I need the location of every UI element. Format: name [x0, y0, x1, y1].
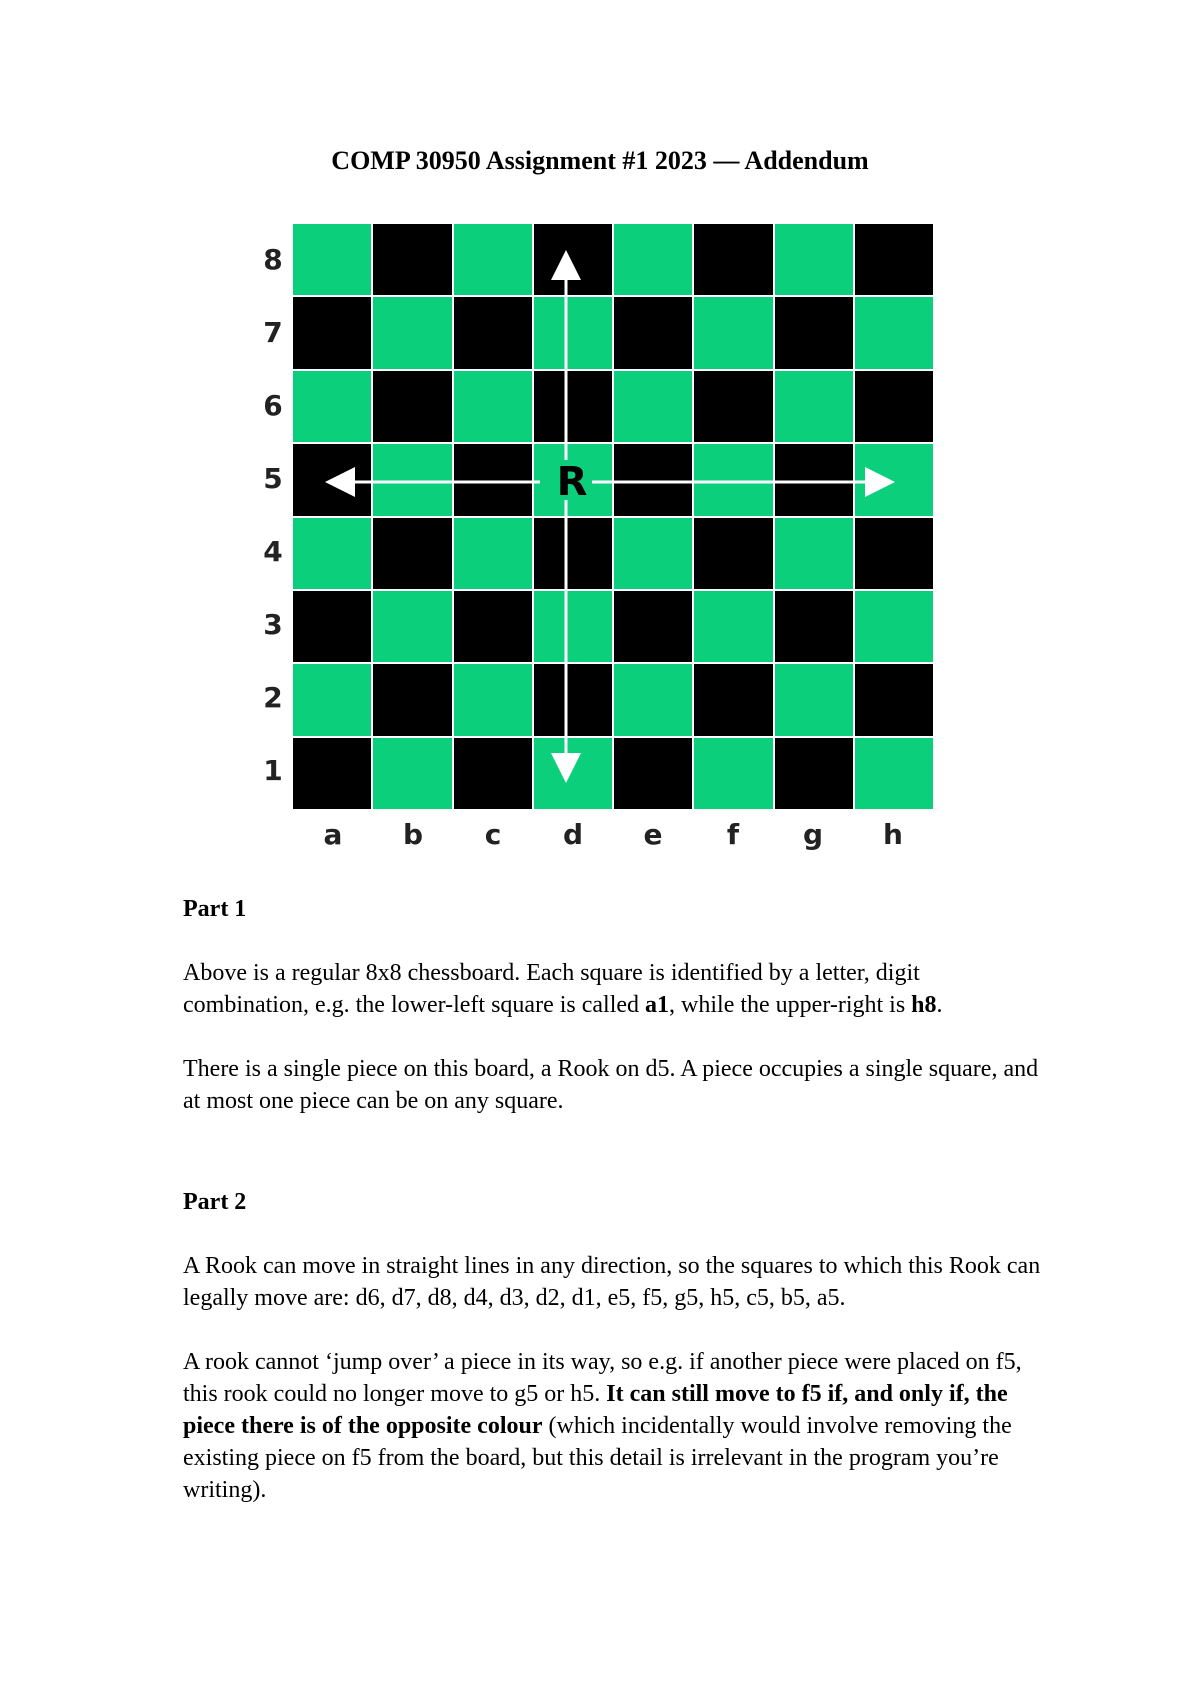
square-e1 — [614, 738, 692, 809]
square-a1 — [293, 738, 371, 809]
part2-paragraph-1: A Rook can move in straight lines in any direction, so the squares to which this Rook can legally move are: d6, d7, d8, d4, d3, d2, d1, e5, f5, g5, h5, c5, b5, a5. — [183, 1253, 1041, 1311]
square-h3 — [855, 591, 933, 662]
rank-label-7: 7 — [263, 315, 283, 349]
square-g8 — [775, 224, 853, 295]
square-a6 — [293, 371, 371, 442]
square-h5 — [855, 444, 933, 515]
square-d5 — [534, 444, 612, 515]
square-c6 — [454, 371, 532, 442]
square-f1 — [694, 738, 772, 809]
square-a4 — [293, 518, 371, 589]
square-h6 — [855, 371, 933, 442]
rank-label-6: 6 — [263, 388, 283, 422]
square-f2 — [694, 664, 772, 735]
square-c3 — [454, 591, 532, 662]
square-b5 — [373, 444, 451, 515]
square-d8 — [534, 224, 612, 295]
square-a2 — [293, 664, 371, 735]
square-b7 — [373, 297, 451, 368]
rank-label-2: 2 — [263, 681, 283, 715]
square-h2 — [855, 664, 933, 735]
part2-heading: Part 2 — [183, 1189, 247, 1215]
part1-paragraph-2: There is a single piece on this board, a Rook on d5. A piece occupies a single square, and at most one piece can be on any square. — [183, 1056, 1039, 1114]
square-c4 — [454, 518, 532, 589]
square-g5 — [775, 444, 853, 515]
square-c1 — [454, 738, 532, 809]
square-f8 — [694, 224, 772, 295]
square-e6 — [614, 371, 692, 442]
part1-heading: Part 1 — [183, 896, 247, 922]
part1-section — [183, 893, 1043, 1117]
file-label-d: d — [562, 818, 584, 851]
square-g3 — [775, 591, 853, 662]
square-g1 — [775, 738, 853, 809]
square-g2 — [775, 664, 853, 735]
square-e7 — [614, 297, 692, 368]
square-a8 — [293, 224, 371, 295]
file-label-h: h — [883, 818, 903, 851]
square-e8 — [614, 224, 692, 295]
chessboard — [293, 224, 933, 809]
file-label-f: f — [726, 818, 740, 851]
square-d7 — [534, 297, 612, 368]
file-label-g: g — [802, 818, 824, 851]
square-a5 — [293, 444, 371, 515]
page-title: COMP 30950 Assignment #1 2023 — Addendum — [331, 146, 869, 175]
square-c2 — [454, 664, 532, 735]
square-f7 — [694, 297, 772, 368]
part2-paragraph-2: A rook cannot ‘jump over’ a piece in its way, so e.g. if another piece were placed on f5, this rook could no longer move to g5 or h5. It can still move to f5 if, and only if, the piece there is of the opposite colour (which incidentally would involve removing the existing piece on f5 from the board, but this detail is irrelevant in the program you’re writing). — [183, 1349, 1022, 1503]
square-b2 — [373, 664, 451, 735]
rank-label-3: 3 — [263, 608, 283, 642]
square-f5 — [694, 444, 772, 515]
square-c7 — [454, 297, 532, 368]
square-b4 — [373, 518, 451, 589]
square-g6 — [775, 371, 853, 442]
square-f3 — [694, 591, 772, 662]
square-e2 — [614, 664, 692, 735]
square-a7 — [293, 297, 371, 368]
square-h7 — [855, 297, 933, 368]
square-b6 — [373, 371, 451, 442]
file-label-e: e — [643, 818, 663, 851]
square-h1 — [855, 738, 933, 809]
square-g4 — [775, 518, 853, 589]
square-b8 — [373, 224, 451, 295]
square-b3 — [373, 591, 451, 662]
square-g7 — [775, 297, 853, 368]
square-d6 — [534, 371, 612, 442]
square-d3 — [534, 591, 612, 662]
square-e3 — [614, 591, 692, 662]
square-b1 — [373, 738, 451, 809]
square-d2 — [534, 664, 612, 735]
square-a3 — [293, 591, 371, 662]
square-c5 — [454, 444, 532, 515]
square-f6 — [694, 371, 772, 442]
part2-section — [183, 1186, 1043, 1506]
square-h4 — [855, 518, 933, 589]
square-d1 — [534, 738, 612, 809]
rank-label-4: 4 — [263, 535, 283, 569]
square-c8 — [454, 224, 532, 295]
file-label-a: a — [323, 818, 343, 851]
rank-label-8: 8 — [263, 242, 283, 276]
file-label-c: c — [484, 818, 502, 851]
file-label-b: b — [402, 818, 424, 851]
square-h8 — [855, 224, 933, 295]
square-e4 — [614, 518, 692, 589]
rank-label-1: 1 — [263, 754, 283, 788]
square-f4 — [694, 518, 772, 589]
rank-label-5: 5 — [263, 461, 283, 495]
square-e5 — [614, 444, 692, 515]
rook-piece: R — [556, 459, 588, 505]
square-d4 — [534, 518, 612, 589]
part1-paragraph-1: Above is a regular 8x8 chessboard. Each square is identified by a letter, digit combination, e.g. the lower-left square is called a1, while the upper-right is h8. — [183, 960, 943, 1018]
